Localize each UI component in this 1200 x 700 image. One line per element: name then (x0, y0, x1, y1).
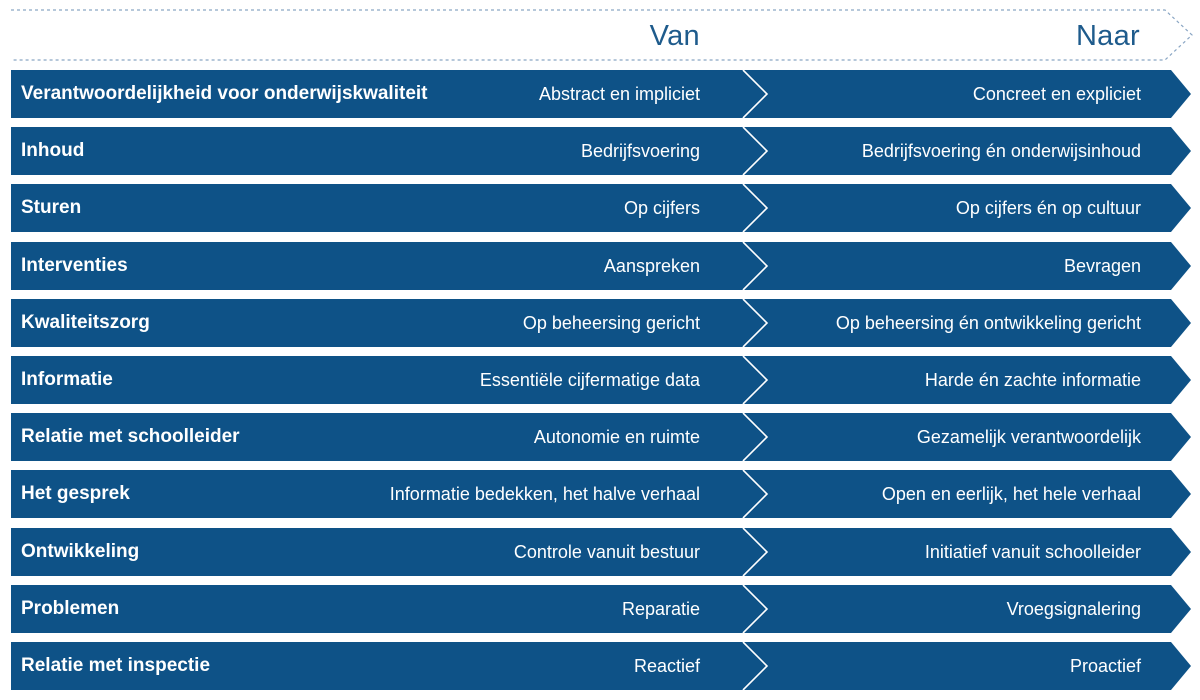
row-from-value: Reactief (633, 656, 700, 676)
row-to-value: Proactief (1069, 656, 1141, 676)
table-row (11, 184, 1191, 232)
table-row (11, 585, 1191, 633)
row-label: Sturen (21, 197, 82, 218)
row-label: Relatie met inspectie (21, 655, 211, 676)
table-row (11, 127, 1191, 175)
row-label: Relatie met schoolleider (21, 426, 240, 447)
table-row (11, 470, 1191, 518)
row-to-value: Initiatief vanuit schoolleider (924, 542, 1141, 562)
row-label: Het gesprek (21, 483, 130, 504)
row-label: Ontwikkeling (21, 541, 140, 562)
row-from-value: Abstract en impliciet (538, 84, 700, 104)
row-arrow-fill (11, 242, 1191, 290)
header-to-label: Naar (1075, 20, 1140, 52)
row-label: Problemen (21, 598, 120, 619)
row-from-value: Reparatie (621, 599, 700, 619)
row-from-value: Autonomie en ruimte (533, 427, 700, 447)
row-to-value: Op cijfers én op cultuur (955, 198, 1141, 218)
row-label: Informatie (21, 369, 113, 390)
row-to-value: Open en eerlijk, het hele verhaal (881, 484, 1141, 504)
row-to-value: Bevragen (1063, 256, 1141, 276)
row-label: Verantwoordelijkheid voor onderwijskwaliteit (21, 83, 428, 104)
table-row (11, 242, 1191, 290)
row-label: Inhoud (21, 140, 85, 161)
row-from-value: Op cijfers (623, 198, 700, 218)
row-from-value: Informatie bedekken, het halve verhaal (389, 484, 700, 504)
table-row (11, 642, 1191, 690)
row-to-value: Harde én zachte informatie (924, 370, 1141, 390)
row-from-value: Essentiële cijfermatige data (479, 370, 700, 390)
row-label: Interventies (21, 255, 128, 276)
row-arrow-shape (11, 242, 1191, 290)
table-row (11, 299, 1191, 347)
row-to-value: Op beheersing én ontwikkeling gericht (835, 313, 1141, 333)
row-to-value: Concreet en expliciet (972, 84, 1141, 104)
table-row (11, 413, 1191, 461)
row-to-value: Vroegsignalering (1006, 599, 1141, 619)
row-from-value: Aanspreken (603, 256, 700, 276)
table-row (11, 356, 1191, 404)
row-label: Kwaliteitszorg (21, 312, 150, 333)
row-from-value: Op beheersing gericht (522, 313, 700, 333)
table-row (11, 70, 1191, 118)
row-from-value: Controle vanuit bestuur (513, 542, 700, 562)
row-to-value: Gezamelijk verantwoordelijk (916, 427, 1141, 447)
row-from-value: Bedrijfsvoering (580, 141, 700, 161)
table-row (11, 528, 1191, 576)
row-to-value: Bedrijfsvoering én onderwijsinhoud (861, 141, 1141, 161)
header-from-label: Van (649, 20, 700, 52)
